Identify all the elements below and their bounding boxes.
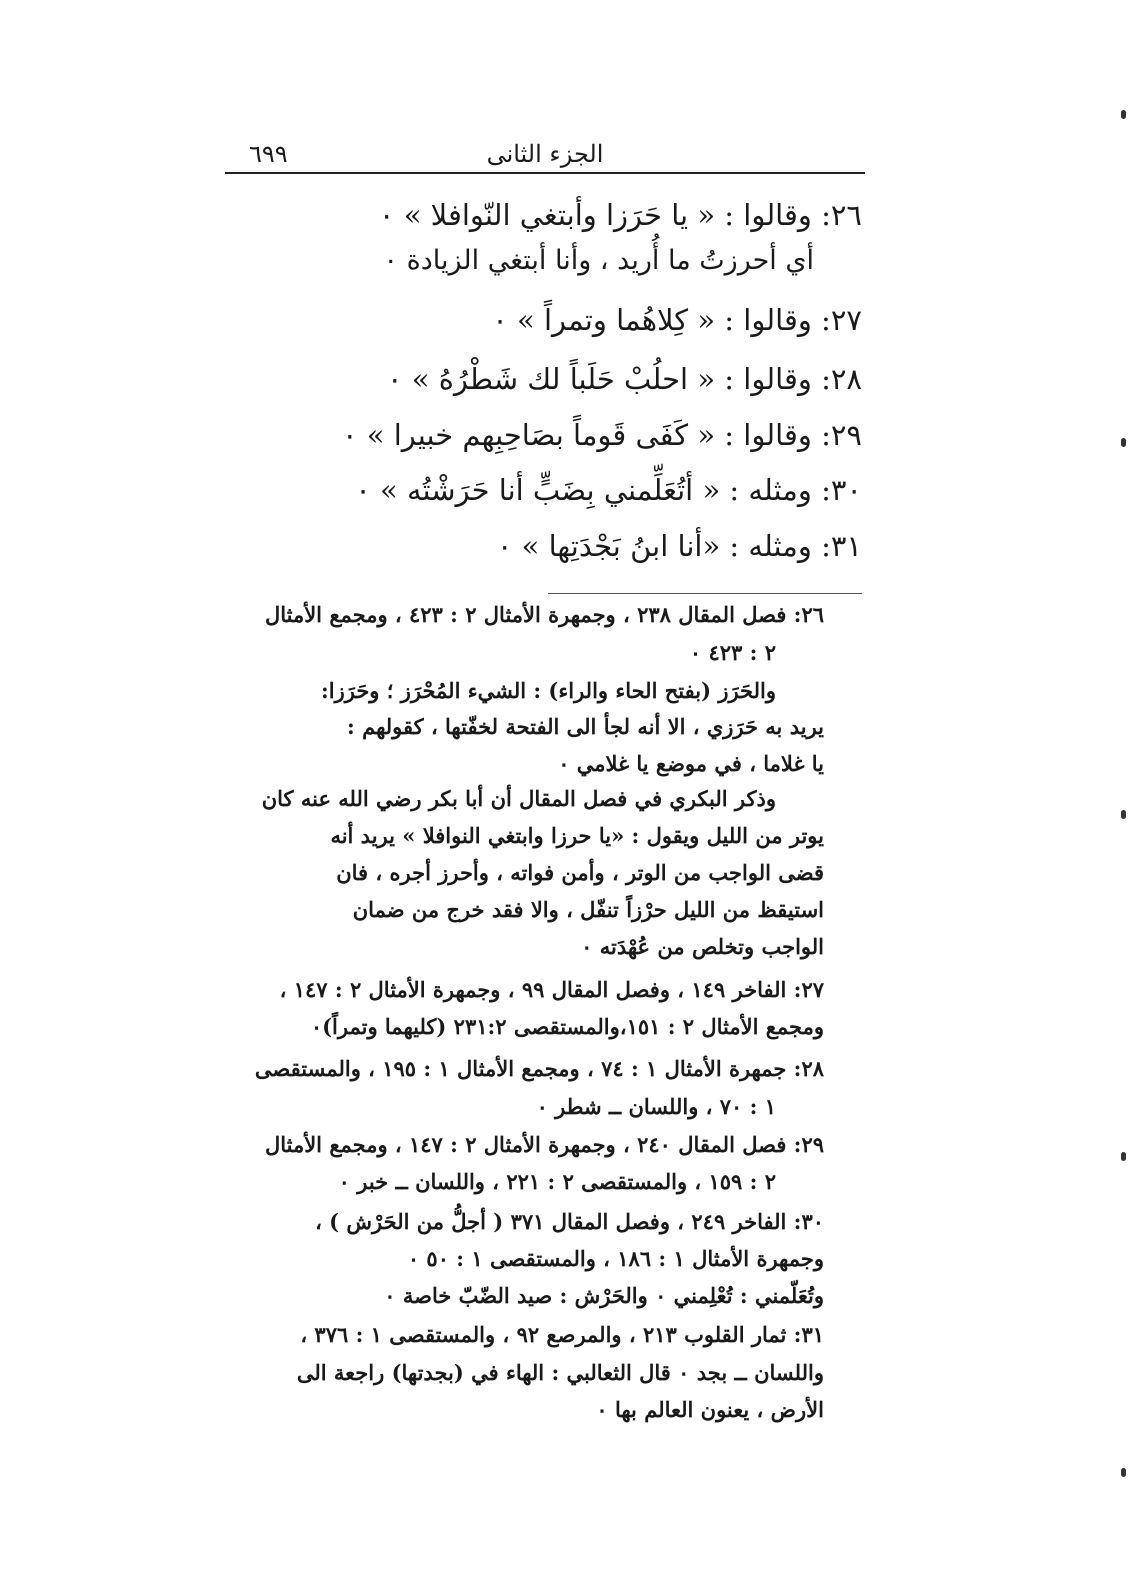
footnote-29: ٢٩: فصل المقال ٢٤٠ ، وجمهرة الأمثال ٢ : ١٤٧ ، ومجمع الأمثال xyxy=(264,1132,824,1157)
footnote-line: استيقظ من الليل حرْزاً تنفّل ، والا فقد خرج من ضمان xyxy=(352,897,824,922)
scan-mark xyxy=(1121,1152,1126,1161)
proverb-28: ٢٨: وقالوا : « احلُبْ حَلَباً لك شَطْرُهُ » ٠ xyxy=(386,362,862,396)
proverb-31: ٣١: ومثله : «أنا ابنُ بَجْدَتِها » ٠ xyxy=(496,529,862,563)
footnote-line: يا غلاما ، في موضع يا غلامي ٠ xyxy=(558,751,824,776)
page-number: ٦٩٩ xyxy=(249,140,288,168)
proverb-29: ٢٩: وقالوا : « كَفَى قَوماً بصَاحِبِهم خبيرا » ٠ xyxy=(341,418,862,452)
footnote-line: يريد به حَرَزي ، الا أنه لجأ الى الفتحة لخفّتها ، كقولهم : xyxy=(347,714,824,739)
footnote-separator xyxy=(548,593,862,594)
footnote-line: ٢ : ١٥٩ ، والمستقصى ٢ : ٢٢١ ، واللسان ــ خبر ٠ xyxy=(338,1169,776,1194)
footnote-line: الواجب وتخلص من عُهْدَته ٠ xyxy=(581,934,824,959)
footnote-line: واللسان ــ بجد ٠ قال الثعالبي : الهاء في (بجدتها) راجعة الى xyxy=(296,1360,824,1385)
proverb-27: ٢٧: وقالوا : « كِلاهُما وتمراً » ٠ xyxy=(492,303,862,337)
page-header xyxy=(225,138,865,174)
footnote-line: الأرض ، يعنون العالم بها ٠ xyxy=(596,1397,824,1422)
footnote-30: ٣٠: الفاخر ٢٤٩ ، وفصل المقال ٣٧١ ( أجلُّ من الحَرْش ) ، xyxy=(315,1209,824,1234)
footnote-line: يوتر من الليل ويقول : «يا حرزا وابتغي النوافلا » يريد أنه xyxy=(330,823,824,848)
scan-mark xyxy=(1121,1468,1126,1477)
footnote-line: وذكر البكري في فصل المقال أن أبا بكر رضي الله عنه كان xyxy=(261,786,776,811)
scan-mark xyxy=(1121,810,1126,819)
footnote-26: ٢٦: فصل المقال ٢٣٨ ، وجمهرة الأمثال ٢ : ٤٢٣ ، ومجمع الأمثال xyxy=(264,602,824,627)
footnote-line: وتُعَلّمني : تُعْلِمني ٠ والحَرْش : صيد الضّبّ خاصة ٠ xyxy=(384,1283,824,1308)
footnote-line: ومجمع الأمثال ٢ : ١٥١،والمستقصى ٢٣١:٢ (كليهما وتمراً)٠ xyxy=(310,1014,824,1039)
footnote-27: ٢٧: الفاخر ١٤٩ ، وفصل المقال ٩٩ ، وجمهرة الأمثال ٢ : ١٤٧ ، xyxy=(279,977,824,1002)
running-head: الجزء الثانى xyxy=(486,140,604,168)
footnote-line: ١ : ٧٠ ، واللسان ــ شطر ٠ xyxy=(536,1094,776,1119)
scan-mark xyxy=(1121,110,1126,119)
footnote-line: وجمهرة الأمثال ١ : ١٨٦ ، والمستقصى ١ : ٥٠ ٠ xyxy=(407,1246,824,1271)
proverb-26: ٢٦: وقالوا : « يا حَرَزا وأبتغي النّوافلا » ٠ xyxy=(378,198,862,232)
scan-mark xyxy=(1121,438,1126,447)
proverb-26-gloss: أي أحرزتُ ما أُريد ، وأنا أبتغي الزيادة ٠ xyxy=(383,245,814,276)
footnote-31: ٣١: ثمار القلوب ٢١٣ ، والمرصع ٩٢ ، والمستقصى ١ : ٣٧٦ ، xyxy=(300,1322,824,1347)
footnote-line: ٢ : ٤٢٣ ٠ xyxy=(689,640,776,665)
footnote-line: والحَرَز (بفتح الحاء والراء) : الشيء المُحْرَز ؛ وحَرَزا: xyxy=(321,678,776,703)
footnote-line: قضى الواجب من الوتر ، وأمن فواته ، وأحرز أجره ، فان xyxy=(336,860,824,885)
proverb-30: ٣٠: ومثله : « أتُعَلِّمني بِضَبٍّ أنا حَرَشْتُه » ٠ xyxy=(355,473,862,507)
footnote-28: ٢٨: جمهرة الأمثال ١ : ٧٤ ، ومجمع الأمثال ١ : ١٩٥ ، والمستقصى xyxy=(254,1056,824,1081)
